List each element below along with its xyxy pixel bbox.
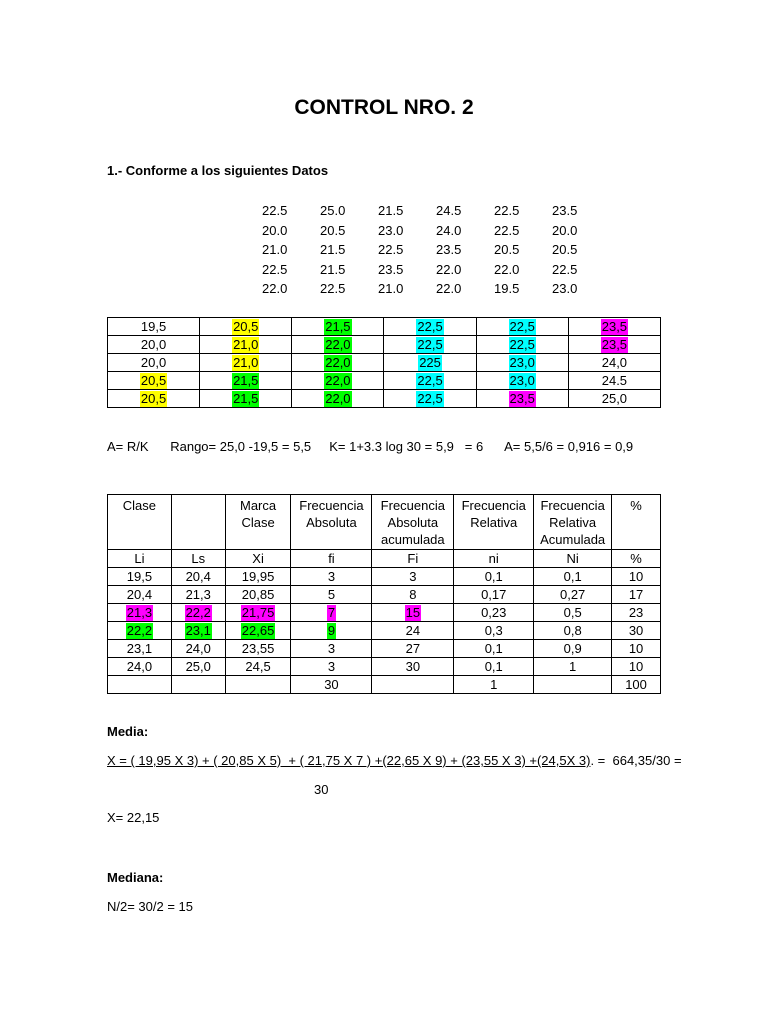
sorted-data-cell [384, 354, 476, 372]
frequency-cell [108, 622, 172, 640]
sorted-data-cell [292, 372, 384, 390]
raw-data-row [248, 221, 596, 241]
frequency-cell [534, 676, 612, 694]
raw-data-cell: 20.5 [320, 222, 346, 238]
frequency-cell: 0,17 [454, 586, 534, 604]
highlighted-value: 22,0 [325, 354, 351, 370]
raw-data-row [248, 240, 596, 260]
sorted-data-cell [200, 372, 292, 390]
frequency-cell: 23,1 [108, 640, 172, 658]
highlighted-value: 22,2 [126, 622, 153, 638]
frequency-cell: 1 [454, 676, 534, 694]
sorted-data-cell [476, 318, 568, 336]
sorted-data-cell [108, 372, 200, 390]
raw-data-cell: 21.0 [262, 242, 288, 258]
raw-data-table [248, 201, 596, 299]
raw-data-cell: 22.0 [494, 261, 520, 277]
highlighted-value: 23,5 [601, 336, 628, 352]
frequency-cell: 30 [291, 676, 372, 694]
frequency-subheader-cell: fi [291, 550, 372, 568]
highlighted-value: 23,1 [185, 622, 211, 638]
frequency-cell: 0,1 [534, 568, 612, 586]
highlighted-value: 9 [327, 622, 336, 638]
frequency-cell: 24 [372, 622, 454, 640]
frequency-cell: 19,95 [225, 568, 291, 586]
frequency-cell: 30 [612, 622, 661, 640]
highlighted-value: 22,2 [185, 604, 211, 620]
frequency-cell [225, 604, 291, 622]
frequency-subheader-cell: Xi [225, 550, 291, 568]
raw-data-cell: 25.0 [320, 203, 346, 219]
frequency-cell [171, 604, 225, 622]
frequency-cell: 1 [534, 658, 612, 676]
media-numerator: X = ( 19,95 X 3) + ( 20,85 X 5) + ( 21,75 X 7 ) +(22,65 X 9) + (23,55 X 3) +(24,5X 3) [107, 753, 591, 768]
raw-data-row [248, 260, 596, 280]
sorted-data-cell [568, 318, 660, 336]
sorted-data-cell: 20,0 [108, 354, 200, 372]
sorted-data-cell [476, 354, 568, 372]
media-tail: . = 664,35/30 = [590, 753, 682, 768]
raw-data-cell: 21.0 [378, 281, 404, 297]
frequency-subheader-cell: Ni [534, 550, 612, 568]
raw-data-cell: 22.5 [494, 203, 520, 219]
frequency-cell: 24,5 [225, 658, 291, 676]
raw-data-cell: 23.5 [378, 261, 404, 277]
frequency-cell: 0,1 [454, 658, 534, 676]
frequency-header-cell: Clase [108, 495, 172, 550]
frequency-row [108, 604, 661, 622]
raw-data-cell: 22.5 [494, 222, 520, 238]
frequency-cell: 21,3 [171, 586, 225, 604]
sorted-data-cell [200, 390, 292, 408]
raw-data-cell: 24.5 [436, 203, 462, 219]
frequency-cell [372, 604, 454, 622]
sorted-data-cell [384, 318, 476, 336]
raw-data-cell: 22.5 [262, 261, 288, 277]
raw-data-cell: 21.5 [320, 261, 346, 277]
frequency-cell: 0,1 [454, 568, 534, 586]
media-denominator: 30 [314, 782, 329, 797]
sorted-data-cell: 24.5 [568, 372, 660, 390]
raw-data-cell: 20.0 [552, 222, 578, 238]
frequency-header-cell: Frecuencia Relativa [454, 495, 534, 550]
raw-data-cell: 23.5 [436, 242, 462, 258]
raw-data-cell: 23.0 [552, 281, 578, 297]
highlighted-value: 7 [327, 604, 336, 620]
frequency-cell [372, 676, 454, 694]
highlighted-value: 22,5 [417, 372, 443, 388]
sorted-data-row [108, 372, 661, 390]
frequency-cell: 20,4 [171, 568, 225, 586]
sorted-data-table [107, 317, 661, 408]
raw-data-cell: 21.5 [378, 203, 404, 219]
frequency-subheader-cell: % [612, 550, 661, 568]
frequency-header-cell: Frecuencia Absoluta [291, 495, 372, 550]
sorted-data-cell [384, 372, 476, 390]
frequency-cell: 0,23 [454, 604, 534, 622]
frequency-cell: 19,5 [108, 568, 172, 586]
sorted-data-cell [292, 318, 384, 336]
frequency-cell: 25,0 [171, 658, 225, 676]
mediana-heading: Mediana: [107, 870, 164, 885]
frequency-cell: 0,8 [534, 622, 612, 640]
raw-data-cell: 20.5 [494, 242, 520, 258]
frequency-cell: 10 [612, 568, 661, 586]
raw-data-cell: 23.0 [378, 222, 404, 238]
frequency-cell: 5 [291, 586, 372, 604]
frequency-cell: 100 [612, 676, 661, 694]
highlighted-value: 21,5 [233, 372, 259, 388]
sorted-data-cell: 25,0 [568, 390, 660, 408]
frequency-cell [108, 604, 172, 622]
sorted-data-cell [200, 336, 292, 354]
raw-data-cell: 19.5 [494, 281, 520, 297]
media-heading: Media: [107, 724, 149, 739]
sorted-data-cell [292, 336, 384, 354]
frequency-header-cell [171, 495, 225, 550]
raw-data-cell: 20.0 [262, 222, 288, 238]
highlighted-value: 22,5 [417, 390, 443, 406]
sorted-data-row [108, 318, 661, 336]
highlighted-value: 22,5 [417, 318, 443, 334]
frequency-cell: 3 [372, 568, 454, 586]
frequency-cell: 24,0 [171, 640, 225, 658]
frequency-cell [291, 622, 372, 640]
frequency-cell [225, 622, 291, 640]
sorted-data-cell [476, 372, 568, 390]
highlighted-value: 15 [405, 604, 421, 620]
sorted-data-cell: 20,0 [108, 336, 200, 354]
frequency-cell: 30 [372, 658, 454, 676]
highlighted-value: 22,0 [325, 390, 351, 406]
frequency-row [108, 676, 661, 694]
raw-data-cell: 20.5 [552, 242, 578, 258]
highlighted-value: 23,0 [509, 354, 535, 370]
raw-data-row [248, 279, 596, 299]
highlighted-value: 22,65 [241, 622, 275, 638]
frequency-cell: 3 [291, 640, 372, 658]
frequency-header-cell: Frecuencia Absoluta acumulada [372, 495, 454, 550]
frequency-cell: 23,55 [225, 640, 291, 658]
frequency-cell [108, 676, 172, 694]
raw-data-cell: 22.0 [436, 281, 462, 297]
highlighted-value: 20,5 [140, 390, 167, 406]
sorted-data-cell: 24,0 [568, 354, 660, 372]
media-formula [107, 753, 682, 768]
sorted-data-cell: 19,5 [108, 318, 200, 336]
highlighted-value: 225 [419, 354, 441, 370]
frequency-cell: 0,9 [534, 640, 612, 658]
highlighted-value: 21,0 [233, 336, 259, 352]
mediana-line: N/2= 30/2 = 15 [107, 899, 194, 914]
frequency-header-row [108, 495, 661, 550]
sorted-data-cell [384, 336, 476, 354]
highlighted-value: 22,0 [325, 372, 351, 388]
frequency-table [107, 494, 661, 694]
frequency-subheader-cell: ni [454, 550, 534, 568]
highlighted-value: 23,5 [509, 390, 535, 406]
frequency-cell: 8 [372, 586, 454, 604]
frequency-subheader-row [108, 550, 661, 568]
frequency-cell [225, 676, 291, 694]
frequency-header-cell: Frecuencia Relativa Acumulada [534, 495, 612, 550]
frequency-cell: 10 [612, 640, 661, 658]
sorted-data-cell [384, 390, 476, 408]
raw-data-cell: 22.5 [320, 281, 346, 297]
frequency-cell: 20,4 [108, 586, 172, 604]
frequency-row [108, 586, 661, 604]
raw-data-cell: 24.0 [436, 222, 462, 238]
highlighted-value: 21,0 [233, 354, 259, 370]
sorted-data-cell [292, 390, 384, 408]
highlighted-value: 20,5 [233, 318, 259, 334]
frequency-row [108, 568, 661, 586]
formula-line: A= R/K Rango= 25,0 -19,5 = 5,5 K= 1+3.3 log 30 = 5,9 = 6 A= 5,5/6 = 0,916 = 0,9 [107, 439, 634, 454]
highlighted-value: 20,5 [140, 372, 167, 388]
highlighted-value: 21,5 [325, 318, 351, 334]
sorted-data-row [108, 390, 661, 408]
frequency-cell: 0,3 [454, 622, 534, 640]
sorted-data-cell [476, 390, 568, 408]
sorted-data-cell [292, 354, 384, 372]
highlighted-value: 22,5 [509, 318, 535, 334]
raw-data-cell: 22.5 [262, 203, 288, 219]
sorted-data-cell [200, 318, 292, 336]
frequency-cell: 23 [612, 604, 661, 622]
frequency-header-cell: Marca Clase [225, 495, 291, 550]
sorted-data-cell [568, 336, 660, 354]
frequency-cell: 20,85 [225, 586, 291, 604]
frequency-cell: 0,27 [534, 586, 612, 604]
frequency-cell: 27 [372, 640, 454, 658]
highlighted-value: 22,5 [509, 336, 535, 352]
frequency-cell: 10 [612, 658, 661, 676]
frequency-cell [171, 622, 225, 640]
frequency-cell: 3 [291, 658, 372, 676]
question-label: 1.- Conforme a los siguientes Datos [107, 163, 329, 178]
frequency-cell [291, 604, 372, 622]
highlighted-value: 22,0 [325, 336, 351, 352]
raw-data-cell: 23.5 [552, 203, 578, 219]
highlighted-value: 21,3 [126, 604, 153, 620]
frequency-subheader-cell: Ls [171, 550, 225, 568]
sorted-data-row [108, 336, 661, 354]
highlighted-value: 22,5 [417, 336, 443, 352]
frequency-row [108, 640, 661, 658]
sorted-data-cell [200, 354, 292, 372]
frequency-subheader-cell: Li [108, 550, 172, 568]
sorted-data-cell [476, 336, 568, 354]
page-title: CONTROL NRO. 2 [294, 96, 474, 119]
raw-data-cell: 22.0 [262, 281, 288, 297]
highlighted-value: 23,0 [509, 372, 535, 388]
raw-data-cell: 22.5 [552, 261, 578, 277]
frequency-row [108, 658, 661, 676]
frequency-cell: 17 [612, 586, 661, 604]
raw-data-cell: 22.0 [436, 261, 462, 277]
media-result: X= 22,15 [107, 810, 160, 825]
highlighted-value: 23,5 [601, 318, 628, 334]
raw-data-cell: 21.5 [320, 242, 346, 258]
highlighted-value: 21,75 [241, 604, 275, 620]
frequency-cell: 3 [291, 568, 372, 586]
frequency-cell: 24,0 [108, 658, 172, 676]
sorted-data-row [108, 354, 661, 372]
raw-data-row [248, 201, 596, 221]
frequency-subheader-cell: Fi [372, 550, 454, 568]
sorted-data-cell [108, 390, 200, 408]
frequency-cell [171, 676, 225, 694]
frequency-cell: 0,1 [454, 640, 534, 658]
frequency-header-cell: % [612, 495, 661, 550]
frequency-row [108, 622, 661, 640]
frequency-cell: 0,5 [534, 604, 612, 622]
highlighted-value: 21,5 [233, 390, 259, 406]
raw-data-cell: 22.5 [378, 242, 404, 258]
